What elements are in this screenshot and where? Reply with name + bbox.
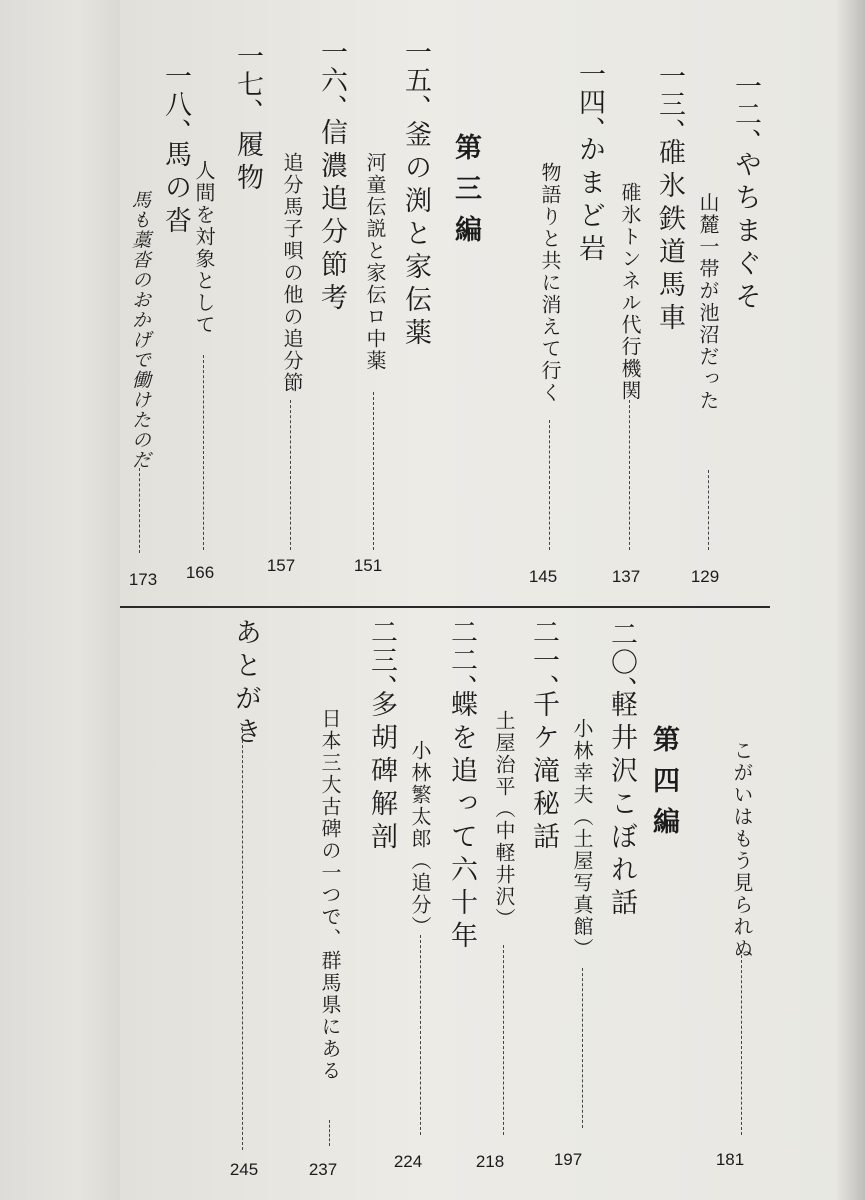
entry-22-page: 224 (393, 1152, 423, 1171)
page-edge-shadow (835, 0, 865, 1200)
entry-14-page: 145 (528, 567, 558, 586)
entry-15-subtitle: 河童伝説と家伝ロ中薬 (363, 152, 387, 372)
entry-17-page: 166 (185, 563, 215, 582)
entry-13-subtitle: 碓氷トンネル代行機関 (618, 182, 642, 402)
entry-16-title[interactable]: 信濃追分節考 (316, 118, 347, 316)
afterword-title[interactable]: あとがき (230, 618, 261, 750)
entry-18-page: 173 (128, 570, 158, 589)
entry-18-subtitle: 馬も藁沓のおかげで働けたのだ (129, 190, 151, 470)
entry-14-number: 一四、 (574, 60, 605, 144)
entry-18-number: 一八、 (160, 62, 191, 146)
entry-16-number: 一六、 (316, 38, 347, 122)
entry-21-number: 二一、 (528, 618, 559, 702)
entry-13-leader (629, 400, 630, 550)
entry-22-number: 二二、 (446, 618, 477, 702)
entry-17-subtitle: 人間を対象として (192, 160, 216, 336)
entry-19-page: 181 (715, 1150, 745, 1169)
entry-20-subtitle: 小林幸夫（土屋写真館） (570, 718, 594, 960)
entry-22-subtitle: 小林繁太郎（追分） (408, 740, 432, 938)
entry-12-title[interactable]: やちまぐそ (730, 150, 761, 315)
entry-12-subtitle: 山麓一帯が池沼だった (696, 192, 720, 412)
part-3-heading: 第三編 (450, 133, 481, 256)
entry-23-page: 237 (308, 1160, 338, 1179)
entry-15-leader (373, 392, 374, 550)
entry-23-title[interactable]: 多胡碑解剖 (366, 690, 397, 855)
entry-23-leader (329, 1120, 330, 1146)
entry-15-page: 151 (353, 556, 383, 575)
afterword-page: 245 (229, 1160, 259, 1179)
entry-13-title[interactable]: 碓氷鉄道馬車 (654, 138, 685, 336)
entry-13-number: 一三、 (654, 62, 685, 146)
entry-20-leader (582, 968, 583, 1128)
entry-17-title[interactable]: 履物 (232, 130, 263, 196)
entry-20-number: 二〇、 (606, 620, 637, 704)
entry-17-number: 一七、 (232, 42, 263, 126)
entry-20-title[interactable]: 軽井沢こぼれ話 (606, 690, 637, 921)
entry-23-number: 二三、 (366, 618, 397, 702)
entry-17-leader (203, 355, 204, 550)
entry-19-subtitle: こがいはもう見られぬ (730, 740, 754, 960)
left-margin (0, 0, 130, 1200)
entry-15-title[interactable]: 釜の渕と家伝薬 (400, 120, 431, 351)
entry-21-title[interactable]: 千ケ滝秘話 (528, 690, 559, 855)
afterword-leader (242, 730, 243, 1150)
entry-22-leader (420, 935, 421, 1135)
entry-22-title[interactable]: 蝶を追って六十年 (446, 690, 477, 954)
entry-16-page: 157 (266, 556, 296, 575)
entry-19-leader (741, 955, 742, 1135)
entry-21-page: 218 (475, 1152, 505, 1171)
entry-14-subtitle: 物語りと共に消えて行く (538, 162, 562, 404)
entry-21-subtitle: 土屋治平（中軽井沢） (492, 710, 516, 930)
entry-14-leader (549, 420, 550, 550)
entry-16-subtitle: 追分馬子唄の他の追分節 (280, 152, 304, 394)
entry-12-leader (708, 470, 709, 550)
entry-18-title[interactable]: 馬の沓 (160, 140, 191, 239)
entry-23-subtitle: 日本三大古碑の一つで、群馬県にある (318, 708, 342, 1082)
entry-15-number: 一五、 (400, 38, 431, 122)
section-divider (120, 606, 770, 608)
entry-16-leader (290, 400, 291, 550)
entry-12-number: 一二、 (730, 72, 761, 156)
entry-14-title[interactable]: かまど岩 (574, 135, 605, 267)
entry-20-page: 197 (553, 1150, 583, 1169)
entry-12-page: 129 (690, 567, 720, 586)
entry-21-leader (503, 945, 504, 1135)
part-4-heading: 第四編 (648, 725, 679, 848)
entry-13-page: 137 (611, 567, 641, 586)
entry-18-leader (139, 468, 140, 553)
